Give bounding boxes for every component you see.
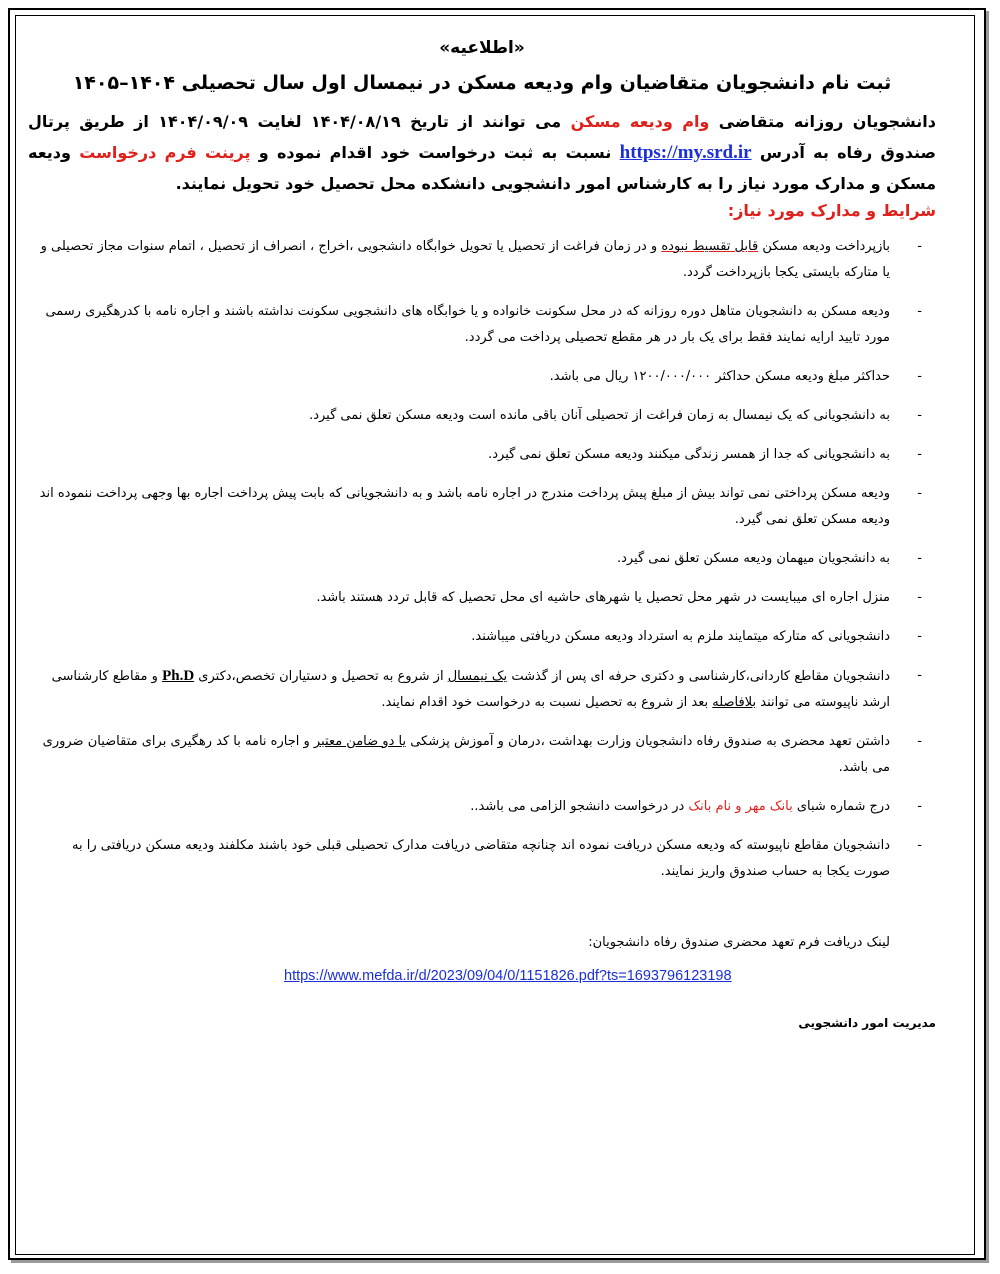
bullet-dash: - (917, 799, 922, 814)
form-link-label: لینک دریافت فرم تعهد محضری صندوق رفاه دانشجویان: (588, 935, 890, 950)
bullet-dash: - (917, 590, 922, 605)
conditions-list (28, 234, 936, 885)
conditions-title: شرایط و مدارک مورد نیاز: (727, 201, 936, 220)
bullet-dash: - (917, 486, 922, 501)
list-item (28, 364, 936, 390)
list-item (28, 585, 936, 611)
headline: ثبت نام دانشجویان متقاضیان وام ودیعه مسکن در نیمسال اول سال تحصیلی ۱۴۰۴–۱۴۰۵ (72, 72, 892, 94)
bullet-dash: - (917, 838, 922, 853)
announcement (28, 36, 936, 1030)
item-text: دانشجویانی که متارکه میتمایند ملزم به استرداد ودیعه مسکن دریافتی میباشند. (471, 629, 890, 644)
item-text: داشتن تعهد محضری به صندوق رفاه دانشجویان وزارت بهداشت ،درمان و آموزش پزشکی (410, 734, 890, 749)
list-item (28, 833, 936, 885)
intro-highlight-loan: وام ودیعه مسکن (570, 112, 710, 131)
intro-highlight-print: پرینت فرم درخواست (79, 143, 251, 162)
item-text: بعد از شروع به تحصیل نسبت به درخواست خود اقدام نمایند. (381, 695, 709, 710)
list-item (28, 403, 936, 429)
item-text: به دانشجویانی که یک نیمسال به زمان فراغت از تحصیلی آنان باقی مانده است ودیعه مسکن تعلق نمی گیرد. (309, 408, 890, 423)
item-text: ودیعه مسکن به دانشجویان متاهل دوره روزانه که در محل سکونت خانواده و یا خوابگاه های دانشجویی سکونت نداشته باشند و اجاره نامه با کدرهگیری رسمی مورد تایید ارایه نمایند فقط برای یک بار در هر مقطع تحصیلی پرداخت می گردد. (45, 304, 890, 345)
item-text: در درخواست دانشجو الزامی می باشد.. (470, 799, 685, 814)
item-text: دانشجویان مقاطع ناپیوسته که ودیعه مسکن دریافت نموده اند چنانچه متقاضی دریافت مدارک تحصیلی قبلی خود باشند مکلفند ودیعه مسکن دریافتی را به صورت یکجا به حساب صندوق واریز نمایند. (72, 838, 890, 879)
item-text: به دانشجویانی که جدا از همسر زندگی میکنند ودیعه مسکن تعلق نمی گیرد. (488, 447, 890, 462)
item-text: منزل اجاره ای میبایست در شهر محل تحصیل یا شهرهای حاشیه ای محل تحصیل که قابل تردد هستند باشد. (316, 590, 890, 605)
bullet-dash: - (917, 447, 922, 462)
item-text: از شروع به تحصیل و دستیاران تخصص،دکتری (198, 669, 444, 684)
list-item (28, 481, 936, 533)
bullet-dash: - (917, 369, 922, 384)
list-item (28, 234, 936, 286)
bullet-dash: - (917, 668, 922, 683)
list-item (28, 546, 936, 572)
intro-text-3: نسبت به ثبت درخواست خود اقدام نموده و (258, 143, 612, 162)
item-underlined: یک نیمسال (447, 669, 508, 684)
item-text: دانشجویان مقاطع کاردانی،کارشناسی و دکتری حرفه ای پس از گذشت (511, 669, 890, 684)
intro-paragraph (28, 106, 936, 199)
item-underlined: بلافاصله (712, 695, 757, 710)
bullet-dash: - (917, 304, 922, 319)
item-text: و اجاره نامه با کد رهگیری برای متقاضیان ضروری می باشد. (42, 734, 890, 775)
bullet-dash: - (917, 734, 922, 749)
intro-text-2: می توانند از تاریخ ۱۴۰۴/۰۸/۱۹ لغایت ۱۴۰۴/۰۹/۰۹ از طریق پرتال صندوق رفاه به آدرس (28, 112, 937, 162)
item-underlined: قابل تقسیط نبوده (661, 239, 759, 254)
list-item (28, 663, 936, 716)
item-text: به دانشجویان میهمان ودیعه مسکن تعلق نمی گیرد. (616, 551, 890, 566)
item-text: بازپرداخت ودیعه مسکن (762, 239, 890, 254)
item-underlined: یا دو ضامن معتبر (313, 734, 407, 749)
bullet-dash: - (917, 408, 922, 423)
signature: مدیریت امور دانشجویی (798, 1016, 936, 1030)
item-text: ودیعه مسکن پرداختی نمی تواند بیش از مبلغ پیش پرداخت مندرج در اجاره نامه باشد و به دانشجویانی که بابت پیش پرداخت اجاره بها وجهی پرداخت ننموده اند ودیعه مسکن تعلق نمی گیرد. (39, 486, 890, 527)
list-item (28, 794, 936, 820)
item-highlight-bank: بانک مهر و نام بانک (688, 799, 793, 814)
bullet-dash: - (917, 551, 922, 566)
item-text: درج شماره شبای (796, 799, 890, 814)
intro-text-1: دانشجویان روزانه متقاضی (718, 112, 937, 131)
bullet-dash: - (917, 629, 922, 644)
list-item (28, 299, 936, 351)
item-text: حداکثر مبلغ ودیعه مسکن حداکثر ۱۲۰۰/۰۰۰/۰۰۰ ریال می باشد. (549, 369, 890, 384)
list-item (28, 729, 936, 781)
intro-text-4: ودیعه مسکن و مدارک مورد نیاز را به کارشناس امور دانشجویی دانشکده محل تحصیل خود تحویل نمایند. (28, 143, 936, 193)
phd-label: Ph.D (162, 668, 195, 684)
item-text: و در زمان فراغت از تحصیل یا تحویل خوابگاه دانشجویی ،اخراج ، انصراف از تحصیل ، اتمام سنوات مجاز تحصیلی و یا متارکه بایستی یکجا بازپرداخت گردد. (40, 239, 890, 280)
list-item (28, 442, 936, 468)
notice-title: «اطلاعیه» (439, 38, 525, 58)
form-download-link[interactable]: https://www.mefda.ir/d/2023/09/04/0/1151826.pdf?ts=1693796123198 (284, 968, 732, 984)
list-item (28, 624, 936, 650)
bullet-dash: - (917, 239, 922, 254)
srd-portal-link[interactable]: https://my.srd.ir (619, 142, 752, 163)
item-text: و مقاطع کارشناسی ارشد ناپیوسته می توانند (51, 669, 890, 710)
